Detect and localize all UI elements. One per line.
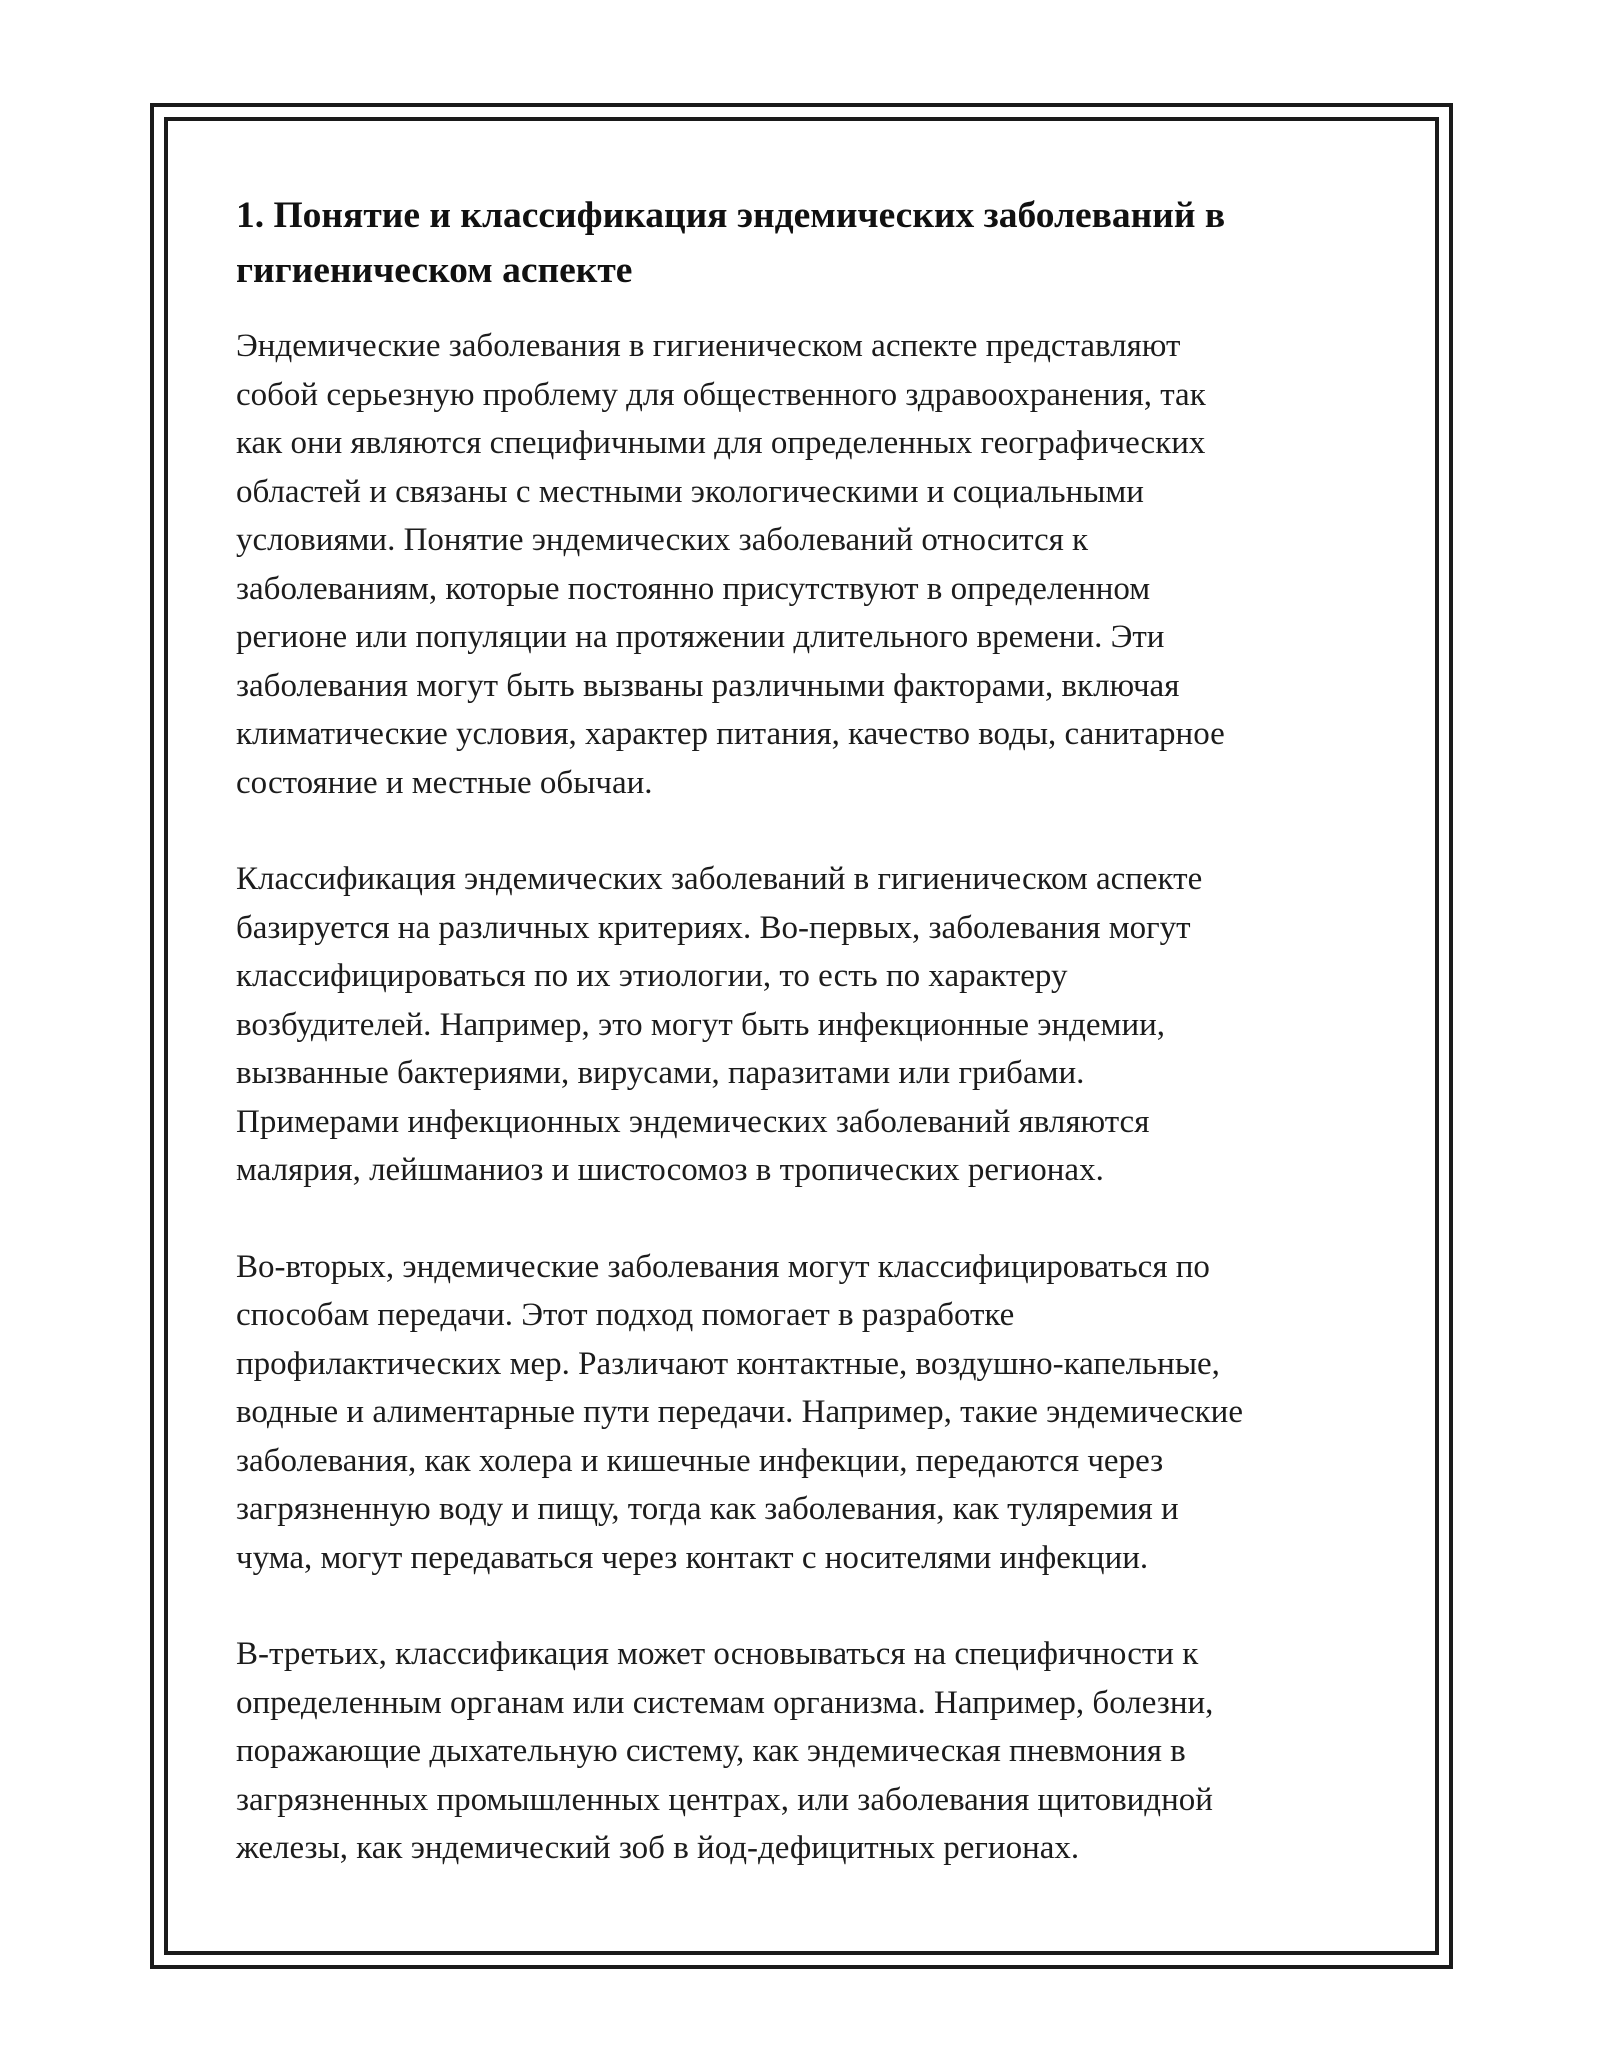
text-line: малярия, лейшманиоз и шистосомоз в тропических регионах. [236, 1152, 1104, 1188]
paragraph-intro [236, 322, 1386, 807]
text-line: заболевания, как холера и кишечные инфекции, передаются через [236, 1442, 1164, 1479]
text-line: условиями. Понятие эндемических заболеваний относится к [236, 522, 1089, 558]
text-line: водные и алиментарные пути передачи. Например, такие эндемические [236, 1394, 1243, 1430]
text-line: заболевания могут быть вызваны различными факторами, включая [236, 667, 1180, 704]
text-line: классифицироваться по их этиологии, то есть по характеру [236, 958, 1068, 994]
text-line: В-третьих, классификация может основываться на специфичности к [236, 1636, 1199, 1672]
text-line: базируется на различных критериях. Во-первых, заболевания могут [236, 909, 1191, 946]
document-body [236, 188, 1386, 1873]
text-line: возбудителей. Например, это могут быть инфекционные эндемии, [236, 1006, 1166, 1043]
text-line: загрязненную воду и пищу, тогда как заболевания, как туляремия и [236, 1491, 1179, 1527]
text-line: климатические условия, характер питания, качество воды, санитарное [236, 716, 1225, 752]
text-line: Примерами инфекционных эндемических заболеваний являются [236, 1103, 1150, 1140]
section-heading [236, 188, 1386, 298]
text-line: железы, как эндемический зоб в йод-дефицитных регионах. [236, 1830, 1080, 1866]
heading-line: гигиеническом аспекте [236, 250, 633, 291]
text-line: заболеваниям, которые постоянно присутствуют в определенном [236, 570, 1151, 607]
text-line: чума, могут передаваться через контакт с носителями инфекции. [236, 1539, 1149, 1576]
text-line: Классификация эндемических заболеваний в гигиеническом аспекте [236, 861, 1203, 897]
paragraph-transmission [236, 1243, 1386, 1583]
text-line: областей и связаны с местными экологическими и социальными [236, 473, 1144, 510]
text-line: поражающие дыхательную систему, как эндемическая пневмония в [236, 1733, 1186, 1769]
text-line: профилактических мер. Различают контактные, воздушно-капельные, [236, 1345, 1220, 1382]
text-line: определенным органам или системам организма. Например, болезни, [236, 1684, 1214, 1721]
text-line: состояние и местные обычаи. [236, 764, 653, 801]
paragraph-classification [236, 855, 1386, 1195]
text-line: регионе или популяции на протяжении длительного времени. Эти [236, 619, 1165, 655]
text-line: загрязненных промышленных центрах, или заболевания щитовидной [236, 1781, 1213, 1818]
text-line: способам передачи. Этот подход помогает в разработке [236, 1297, 1015, 1333]
text-line: Во-вторых, эндемические заболевания могут классифицироваться по [236, 1248, 1210, 1285]
text-line: Эндемические заболевания в гигиеническом аспекте представляют [236, 328, 1181, 364]
heading-line: 1. Понятие и классификация эндемических заболеваний в [236, 195, 1226, 236]
text-line: вызванные бактериями, вирусами, паразитами или грибами. [236, 1055, 1085, 1091]
text-line: собой серьезную проблему для общественного здравоохранения, так [236, 376, 1206, 413]
text-line: как они являются специфичными для определенных географических [236, 425, 1206, 461]
paragraph-organ-specificity [236, 1630, 1386, 1873]
